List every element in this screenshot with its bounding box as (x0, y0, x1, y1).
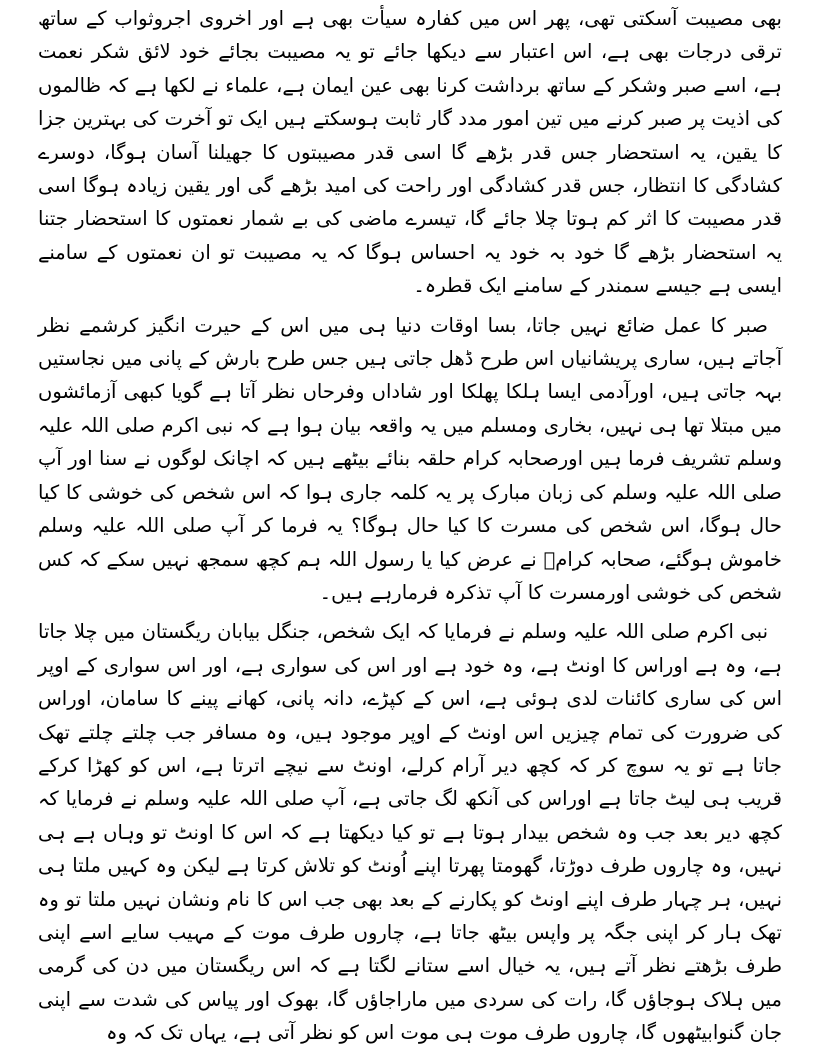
paragraph-patience-reward: صبر کا عمل ضائع نہیں جاتا، بسا اوقات دنیا ہی میں اس کے حیرت انگیز کرشمے نظر آجاتے ہیں، ساری پریشانیاں اس طرح ڈھل جاتی ہیں جس طرح بارش کے پانی میں نجاستیں بہہ جاتی ہیں، اورآدمی ایسا ہلکا پھلکا اور شاداں وفرحاں نظر آتا ہے گویا کبھی آزمائشوں میں مبتلا تھا ہی نہیں، بخاری ومسلم میں یہ واقعہ بیان ہوا ہے کہ نبی اکرم صلی اللہ علیہ وسلم تشریف فرما ہیں اورصحابہ کرام حلقہ بنائے بیٹھے ہیں کہ اچانک لوگوں نے سنا اور آپ صلی اللہ علیہ وسلم کی زبان مبارک پر یہ کلمہ جاری ہوا کہ اس شخص کی خوشی کا کیا حال ہوگا، اس شخص کی مسرت کا کیا حال ہوگا؟ یہ فرما کر آپ صلی اللہ علیہ وسلم خاموش ہوگئے، صحابہ کرامؓ نے عرض کیا یا رسول اللہ ہم کچھ سمجھ نہیں سکے کہ کس شخص کی خوشی اورمسرت کا آپ تذکرہ فرمارہے ہیں۔ (38, 313, 782, 604)
paragraph-camel-parable: نبی اکرم صلی اللہ علیہ وسلم نے فرمایا کہ ایک شخص، جنگل بیابان ریگستان میں چلا جاتا ہے، وہ ہے اوراس کا اونٹ ہے، وہ خود ہے اور اس کی سواری ہے، اور اس سواری کے اوپر اس کی ساری کائنات لدی ہوئی ہے، اس کے کپڑے، دانہ پانی، کھانے پینے کا سامان، اوراس کی ضرورت کی تمام چیزیں اس اونٹ کے اوپر موجود ہیں، وہ مسافر جب چلتے چلتے تھک جاتا ہے تو یہ سوچ کر کہ کچھ دیر آرام کرلے، اونٹ سے نیچے اترتا ہے، اس کو کھڑا کرکے قریب ہی لیٹ جاتا ہے اوراس کی آنکھ لگ جاتی ہے، آپ صلی اللہ علیہ وسلم نے فرمایا کہ کچھ دیر بعد جب وہ شخص بیدار ہوتا ہے تو کیا دیکھتا ہے کہ اس کا اونٹ تو وہاں ہے ہی نہیں، وہ چاروں طرف دوڑتا، گھومتا پھرتا اپنے اُونٹ کو تلاش کرتا ہے لیکن وہ کہیں ملتا ہی نہیں، ہر چہار طرف اپنے اونٹ کو پکارنے کے بعد بھی جب اس کا نام ونشان نہیں ملتا تو وہ تھک ہار کر اپنی جگہ پر واپس بیٹھ جاتا ہے، چاروں طرف موت کے مہیب سایے اسے اپنی طرف بڑھتے نظر آتے ہیں، یہ خیال اسے ستانے لگتا ہے کہ اس ریگستان میں دن کی گرمی میں ہلاک ہوجاؤں گا، رات کی سردی میں ماراجاؤں گا، بھوک اور پیاس کی شدت سے اپنی جان گنوابیٹھوں گا، چاروں طرف موت ہی موت اس کو نظر آتی ہے، یہاں تک کہ وہ (38, 620, 782, 1045)
paragraph-patience-benefits: بھی مصیبت آسکتی تھی، پھر اس میں کفارہ سیأت بھی ہے اور اخروی اجروثواب کے ساتھ ترقی درجات بھی ہے، اس اعتبار سے دیکھا جائے تو یہ مصیبت بجائے خود لائق شکر نعمت ہے، اسے صبر وشکر کے ساتھ برداشت کرنا بھی عین ایمان ہے، علماء نے لکھا ہے کہ ظالموں کی اذیت پر صبر کرنے میں تین امور مدد گار ثابت ہوسکتے ہیں ایک تو آخرت کی بہترین جزا کا یقین، یہ استحضار جس قدر بڑھے گا اسی قدر مصیبتوں کا جھیلنا آسان ہوگا، دوسرے کشادگی کا انتظار، جس قدر کشادگی اور راحت کی امید بڑھے گی اور یقین زیادہ ہوگا اسی قدر مصیبت کا اثر کم ہوتا چلا جائے گا، تیسرے ماضی کی بے شمار نعمتوں کا استحضار جتنا یہ استحضار بڑھے گا خود بہ خود یہ احساس ہوگا کہ یہ مصیبت تو ان نعمتوں کے سامنے ایسی ہے جیسے سمندر کے سامنے ایک قطرہ۔ (38, 7, 782, 298)
document-page (38, 2, 782, 1045)
